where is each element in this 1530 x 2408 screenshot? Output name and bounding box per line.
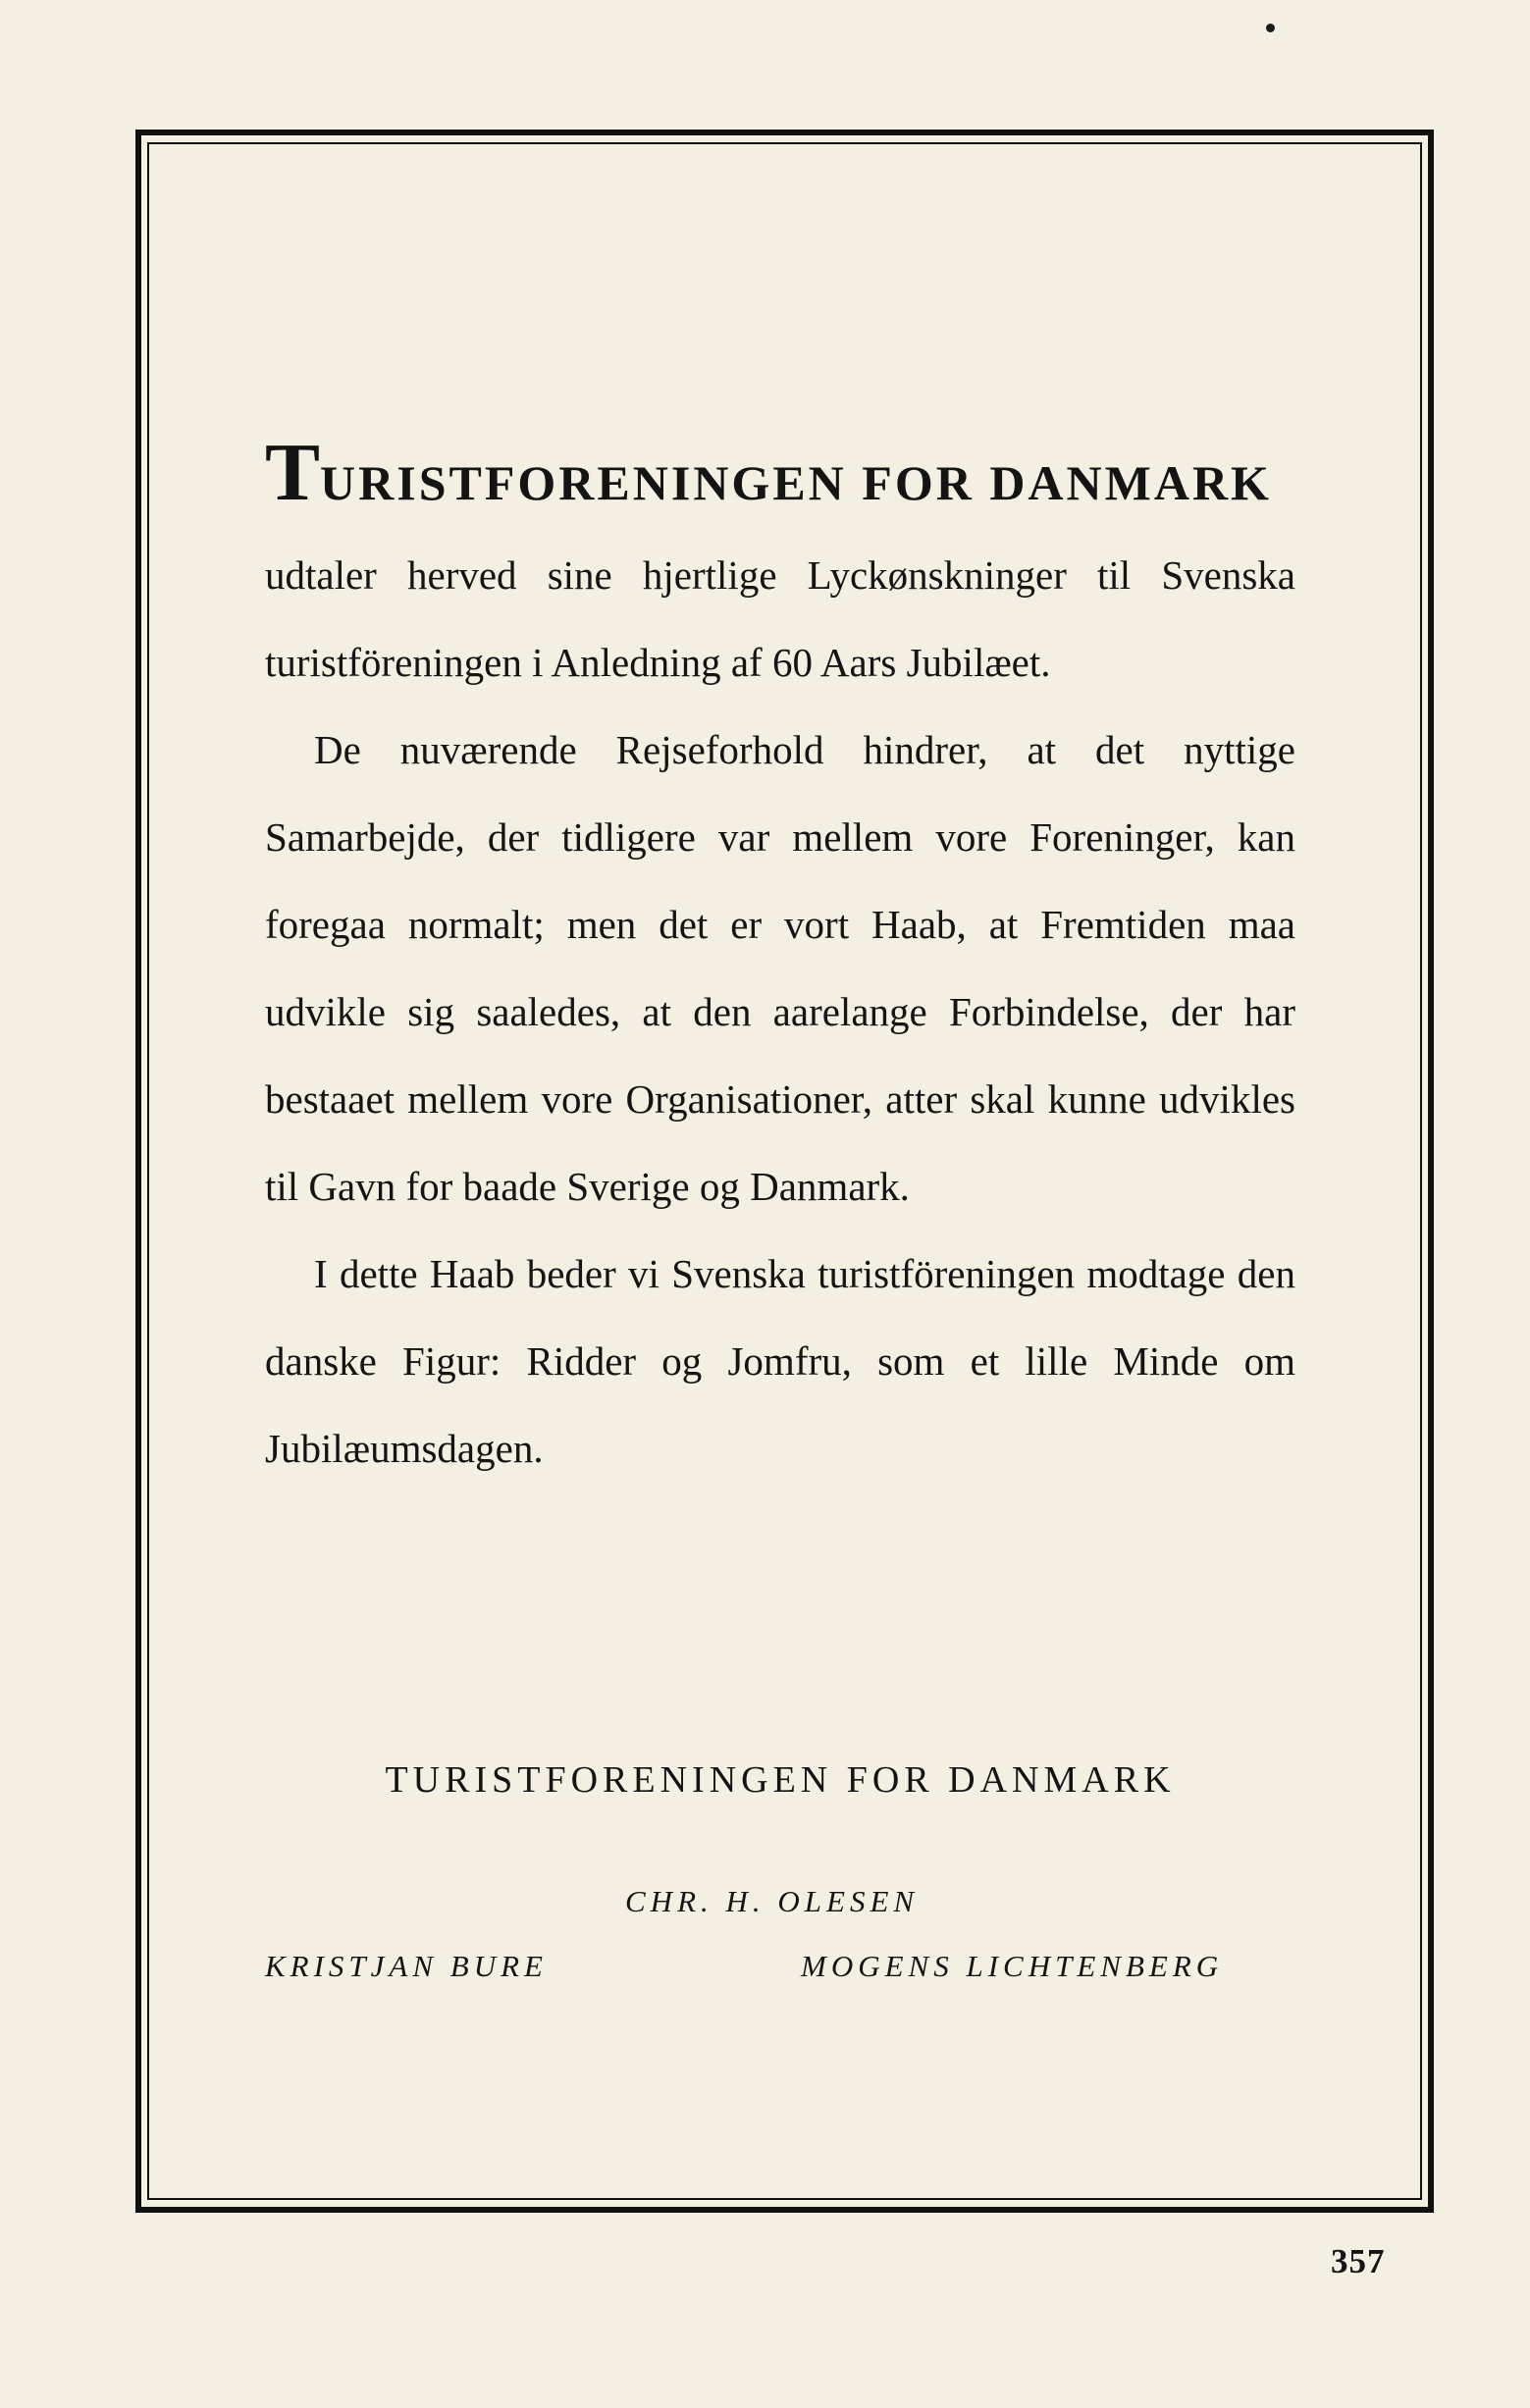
paragraph-gift: I dette Haab beder vi Svenska turistföreningen modtage den danske Figur: Ridder og Jomfru, som et lille Minde om Jubilæumsdagen.: [265, 1251, 1295, 1471]
page-dot: [1266, 24, 1275, 32]
closing-organization: TURISTFORENINGEN FOR DANMARK: [385, 1759, 1176, 1801]
letter-content: [265, 427, 1295, 1983]
signatory-lichtenberg: MOGENS LICHTENBERG: [801, 1949, 1224, 1983]
signatory-olesen: CHR. H. OLESEN: [625, 1884, 920, 1918]
paragraph-congratulations: udtaler herved sine hjertlige Lyckønskninger til Svenska turistföreningen i Anledning af 60 Aars Jubilæet.: [265, 552, 1295, 685]
heading-initial: T: [265, 427, 321, 518]
heading-rest: URISTFORENINGEN FOR DANMARK: [320, 455, 1272, 510]
page-number: 357: [1331, 2242, 1386, 2280]
signatory-bure: KRISTJAN BURE: [265, 1949, 548, 1983]
paragraph-cooperation: De nuværende Rejseforhold hindrer, at det nyttige Samarbejde, der tidligere var mellem vore Foreninger, kan foregaa normalt; men det er vort Haab, at Fremtiden maa udvikle sig saaledes, at den aarelange Forbindelse, der har bestaaet mellem vore Organisationer, atter skal kunne udvikles til Gavn for baade Sverige og Danmark.: [265, 727, 1295, 1209]
letter-heading: [265, 427, 1295, 518]
